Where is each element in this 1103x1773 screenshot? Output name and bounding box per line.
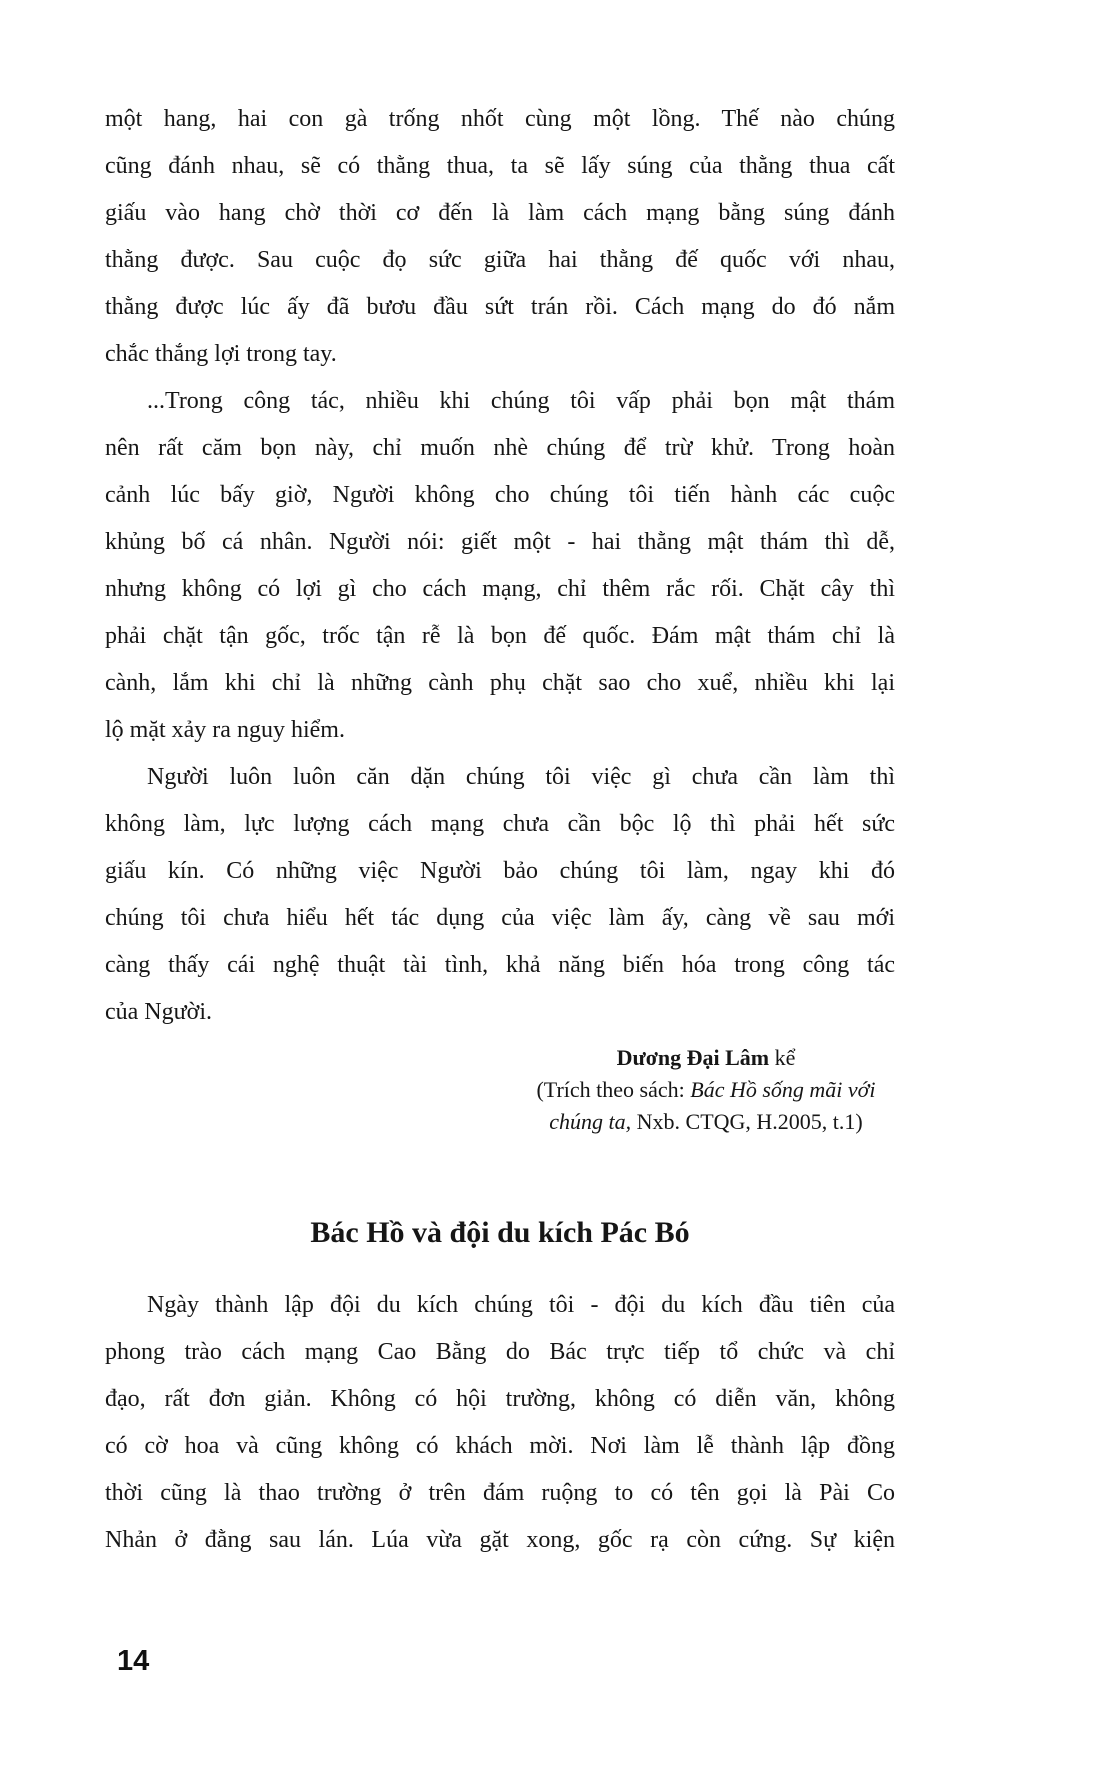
attribution-source-title: Bác Hồ sống mãi với xyxy=(690,1077,876,1102)
attribution-source-title-cont: chúng ta, xyxy=(549,1109,632,1134)
text-line: cảnh lúc bấy giờ, Người không cho chúng tôi tiến hành các cuộc xyxy=(105,482,895,508)
text-line: giấu vào hang chờ thời cơ đến là làm cách mạng bằng súng đánh xyxy=(105,200,895,226)
text-line: một hang, hai con gà trống nhốt cùng một lồng. Thế nào chúng xyxy=(105,106,895,132)
text-line: của Người. xyxy=(105,999,213,1025)
section-heading: Bác Hồ và đội du kích Pác Bó xyxy=(310,1216,690,1249)
page-number: 14 xyxy=(117,1645,150,1677)
attribution-source-publisher: Nxb. CTQG, H.2005, t.1) xyxy=(631,1109,863,1134)
text-line: phong trào cách mạng Cao Bằng do Bác trực tiếp tổ chức và chỉ xyxy=(105,1339,895,1365)
text-line: ...Trong công tác, nhiều khi chúng tôi vấp phải bọn mật thám xyxy=(147,388,895,414)
text-line: Ngày thành lập đội du kích chúng tôi - đội du kích đầu tiên của xyxy=(147,1292,895,1318)
text-line: đạo, rất đơn giản. Không có hội trường, không có diễn văn, không xyxy=(105,1386,895,1412)
text-line: không làm, lực lượng cách mạng chưa cần bộc lộ thì phải hết sức xyxy=(105,811,895,837)
attribution-block xyxy=(501,1042,911,1138)
page-content xyxy=(105,96,895,1564)
paragraph xyxy=(105,1282,895,1564)
paragraph xyxy=(105,378,895,754)
attribution-source-line2 xyxy=(501,1106,911,1138)
text-line: càng thấy cái nghệ thuật tài tình, khả năng biến hóa trong công tác xyxy=(105,952,895,978)
text-line: Nhản ở đằng sau lán. Lúa vừa gặt xong, gốc rạ còn cứng. Sự kiện xyxy=(105,1527,895,1553)
text-line: phải chặt tận gốc, trốc tận rễ là bọn đế quốc. Đám mật thám chỉ là xyxy=(105,623,895,649)
attribution-teller-name: Dương Đại Lâm xyxy=(616,1045,770,1070)
text-line: có cờ hoa và cũng không có khách mời. Nơi làm lễ thành lập đồng xyxy=(105,1433,895,1459)
text-line: nhưng không có lợi gì cho cách mạng, chỉ thêm rắc rối. Chặt cây thì xyxy=(105,576,895,602)
text-line: chúng tôi chưa hiểu hết tác dụng của việc làm ấy, càng về sau mới xyxy=(105,905,895,931)
text-line: thằng được lúc ấy đã bươu đầu sứt trán rồi. Cách mạng do đó nắm xyxy=(105,294,895,320)
text-line: khủng bố cá nhân. Người nói: giết một - hai thằng mật thám thì dễ, xyxy=(105,529,895,555)
text-line: thằng được. Sau cuộc đọ sức giữa hai thằng đế quốc với nhau, xyxy=(105,247,895,273)
text-line: thời cũng là thao trường ở trên đám ruộng to có tên gọi là Pài Co xyxy=(105,1480,895,1506)
attribution-source-prefix: (Trích theo sách: xyxy=(536,1077,691,1102)
text-line: Người luôn luôn căn dặn chúng tôi việc gì chưa cần làm thì xyxy=(147,764,895,790)
attribution-source-line1 xyxy=(501,1074,911,1106)
text-line: cũng đánh nhau, sẽ có thằng thua, ta sẽ lấy súng của thằng thua cất xyxy=(105,153,895,179)
text-line: lộ mặt xảy ra nguy hiểm. xyxy=(105,717,345,743)
text-line: chắc thắng lợi trong tay. xyxy=(105,341,337,367)
paragraph xyxy=(105,96,895,378)
attribution-teller-role: kể xyxy=(769,1045,796,1070)
text-line: cành, lắm khi chỉ là những cành phụ chặt sao cho xuể, nhiều khi lại xyxy=(105,670,895,696)
text-line: nên rất căm bọn này, chỉ muốn nhè chúng để trừ khử. Trong hoàn xyxy=(105,435,895,461)
text-line: giấu kín. Có những việc Người bảo chúng tôi làm, ngay khi đó xyxy=(105,858,895,884)
paragraph xyxy=(105,754,895,1036)
attribution-teller xyxy=(501,1042,911,1074)
